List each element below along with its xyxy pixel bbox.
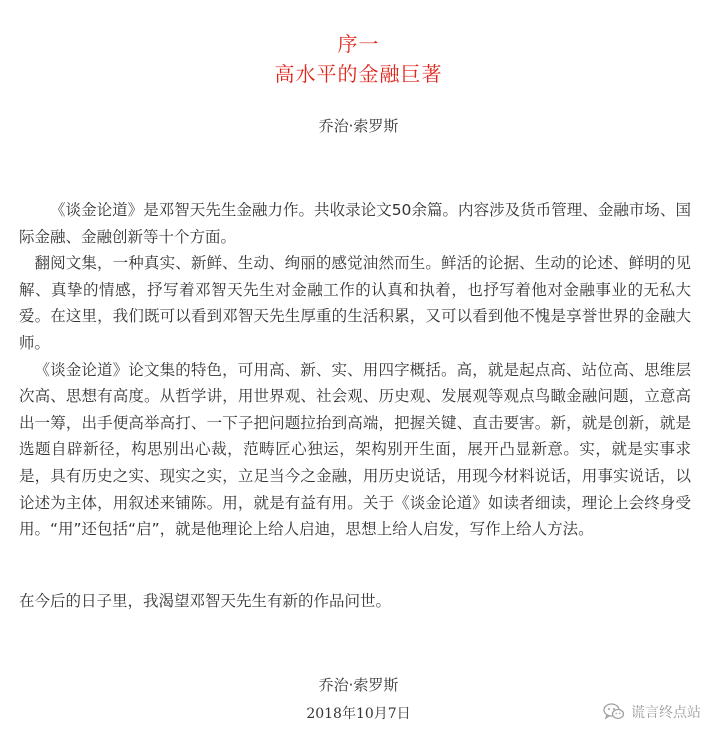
paragraph-3: 《谈金论道》论文集的特色，可用高、新、实、用四字概括。高，就是起点高、站位高、思维层次高、思想有高度。从哲学讲，用世界观、社会观、历史观、发展观等观点鸟瞰金融问题，立意高出一筹，出手便高举高打、一下子把问题拉抬到高端，把握关键、直击要害。新，就是创新，就是选题自辟新径，构思别出心裁，范畴匠心独运，架构别开生面，展开凸显新意。实，就是实事求是，具有历史之实、现实之实，立足当今之金融，用历史说话，用现今材料说话，用事实说话，以论述为主体，用叙述来铺陈。用，就是有益有用。关于《谈金论道》如读者细读，理论上会终身受用。“用”还包括“启”，就是他理论上给人启迪，思想上给人启发，写作上给人方法。 <box>19 360 691 539</box>
body-text <box>19 197 691 543</box>
paragraph-1: 《谈金论道》是邓智天先生金融力作。共收录论文50余篇。内容涉及货币管理、金融市场、国际金融、金融创新等十个方面。 <box>19 201 691 246</box>
watermark-text: 谎言终点站 <box>631 705 701 721</box>
closing-paragraph: 在今后的日子里，我渴望邓智天先生有新的作品问世。 <box>19 592 392 610</box>
wechat-icon <box>603 703 625 721</box>
paragraph-2: 翻阅文集，一种真实、新鲜、生动、绚丽的感觉油然而生。鲜活的论据、生动的论述、鲜明的见解、真挚的情感，抒写着邓智天先生对金融工作的认真和执着，也抒写着他对金融事业的无私大爱。在这里，我们既可以看到邓智天先生厚重的生活积累，又可以看到他不愧是享誉世界的金融大师。 <box>19 254 691 352</box>
signature-date: 2018年10月7日 <box>306 706 411 722</box>
title-line-1: 序一 <box>337 32 380 56</box>
title-line-2: 高水平的金融巨著 <box>274 62 443 86</box>
author-name-top: 乔治·索罗斯 <box>318 117 399 135</box>
watermark <box>603 702 701 722</box>
signature-name: 乔治·索罗斯 <box>318 676 399 694</box>
